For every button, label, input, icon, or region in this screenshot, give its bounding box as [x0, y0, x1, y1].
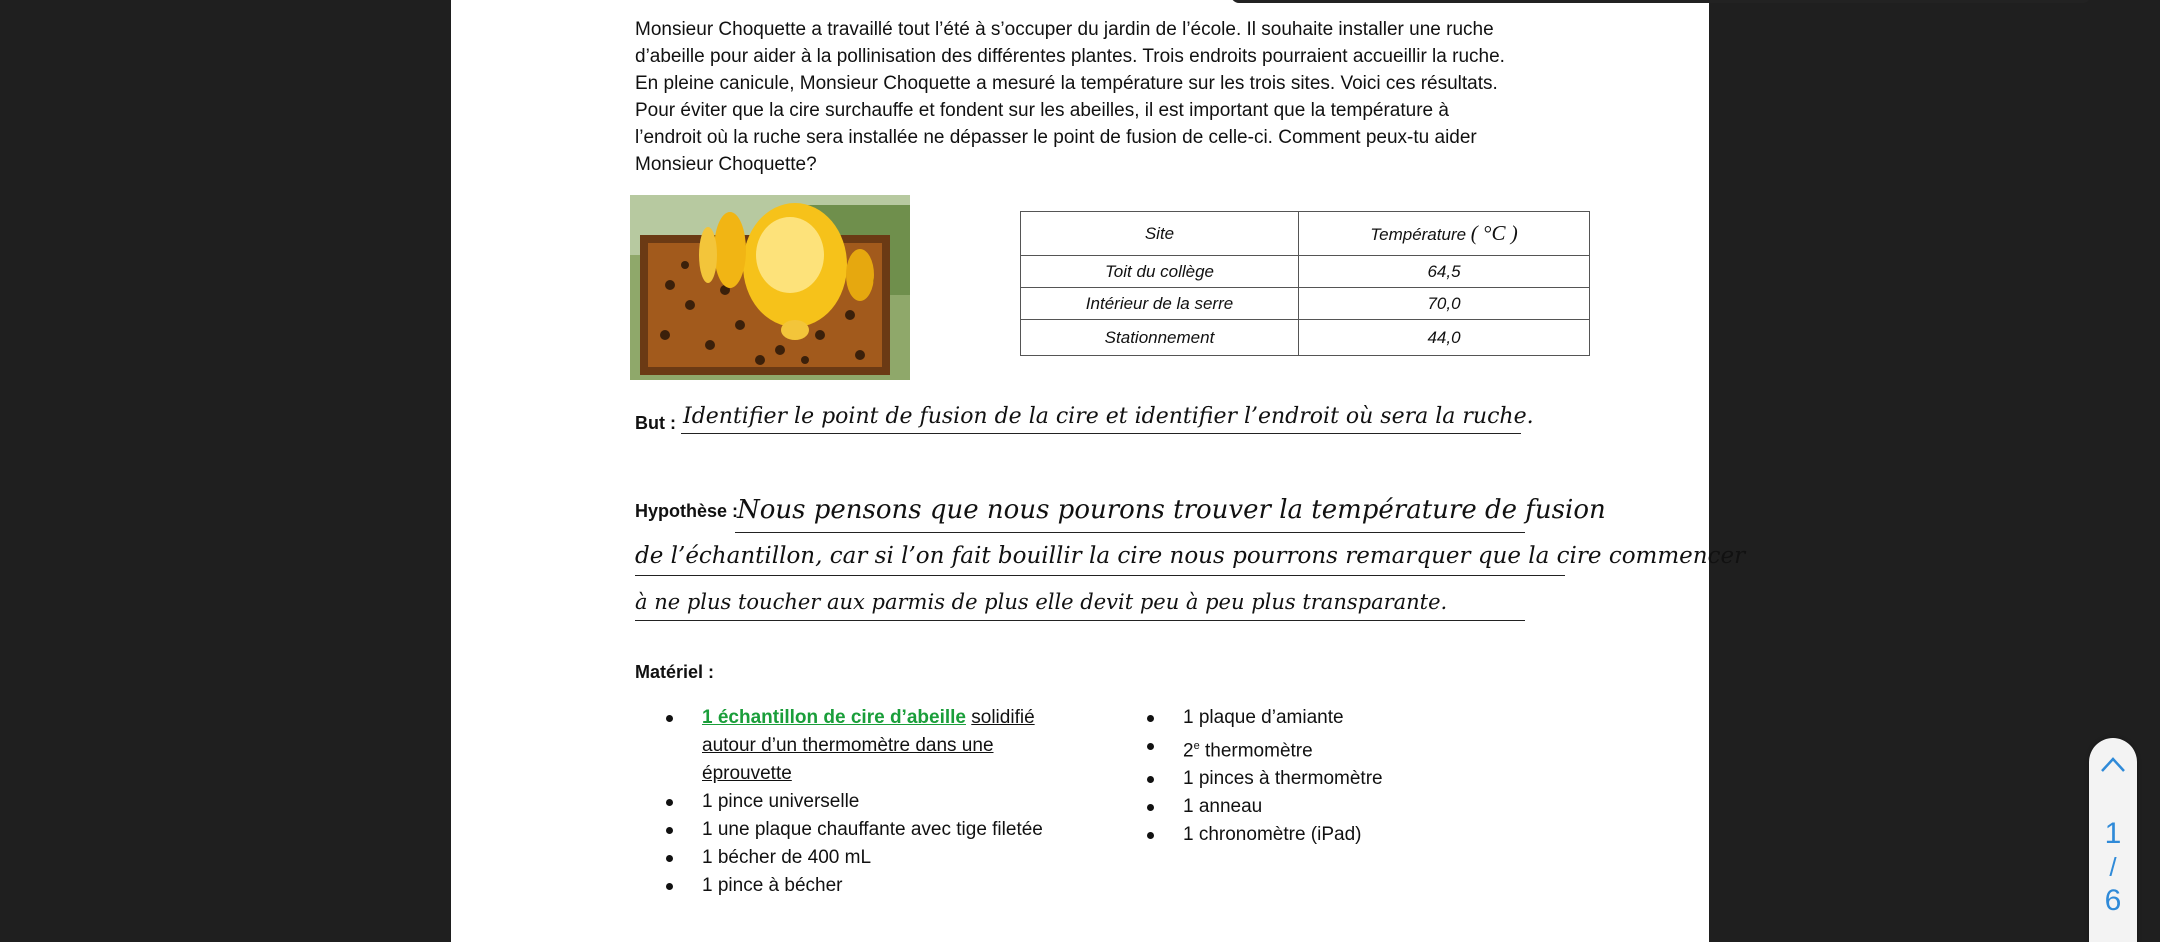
- materiel-label: Matériel :: [635, 662, 715, 682]
- chevron-up-icon[interactable]: [2099, 754, 2127, 774]
- wax-sample-detail-c: éprouvette: [702, 763, 792, 784]
- hypothese-line-1: Nous pensons que nous pourons trouver la température de fusion: [737, 495, 1606, 525]
- site-cell: Toit du collège: [1021, 256, 1299, 288]
- but-handwritten-answer: Identifier le point de fusion de la cire et identifier l’endroit où sera la ruche.: [683, 404, 1534, 429]
- but-underline: [681, 433, 1521, 434]
- intro-line: l’endroit où la ruche sera installée ne dépasser le point de fusion de celle-ci. Comment peux-tu aider: [635, 127, 1477, 148]
- wax-sample-detail-b: autour d’un thermomètre dans une: [702, 735, 994, 756]
- header-site: Site: [1021, 212, 1299, 256]
- page-top-decoration: [1231, 0, 2091, 3]
- thermometer-label: thermomètre: [1199, 740, 1313, 762]
- intro-line: d’abeille pour aider à la pollinisation des différentes plantes. Trois endroits pourraient accueillir la ruche.: [635, 46, 1505, 67]
- table-row: [1021, 256, 1590, 288]
- list-item: 1 pince universelle: [666, 788, 1086, 816]
- intro-line: Pour éviter que la cire surchauffe et fondent sur les abeilles, il est important que la température à: [635, 100, 1449, 121]
- hypothese-line-3: à ne plus toucher aux parmis de plus elle devit peu à peu plus transparante.: [635, 590, 1448, 614]
- list-item: 1 bécher de 400 mL: [666, 844, 1086, 872]
- list-item: [1147, 732, 1527, 765]
- page-navigator: [2089, 738, 2137, 942]
- temperature-cell: 44,0: [1299, 320, 1590, 356]
- beehive-photo: [630, 195, 910, 380]
- total-pages: 6: [2104, 884, 2122, 917]
- hypothese-underline-2: [635, 575, 1565, 576]
- wax-sample-highlight: 1 échantillon de cire d’abeille: [702, 707, 966, 728]
- site-cell: Stationnement: [1021, 320, 1299, 356]
- temperature-cell: 64,5: [1299, 256, 1590, 288]
- wax-sample-detail-a: solidifié: [971, 707, 1035, 728]
- list-item: 1 chronomètre (iPad): [1147, 821, 1527, 849]
- list-item: 1 anneau: [1147, 793, 1527, 821]
- table-header-row: [1021, 212, 1590, 256]
- table-row: [1021, 288, 1590, 320]
- hypothese-line-2: de l’échantillon, car si l’on fait bouillir la cire nous pourrons remarquer que la cire commencer: [635, 543, 1746, 569]
- temperature-table: [1020, 211, 1590, 356]
- list-item: 1 pince à bécher: [666, 872, 1086, 900]
- ordinal-suffix: e: [1193, 740, 1200, 752]
- list-item: [666, 704, 1086, 788]
- hypothese-underline-1: [735, 532, 1525, 533]
- materiel-list-right: [1147, 704, 1527, 849]
- list-item: 1 une plaque chauffante avec tige filetée: [666, 816, 1086, 844]
- materiel-list-left: [666, 704, 1086, 900]
- site-cell: Intérieur de la serre: [1021, 288, 1299, 320]
- thermometer-count: 2: [1183, 740, 1194, 762]
- list-item: 1 pinces à thermomètre: [1147, 765, 1527, 793]
- header-temperature-label: Température: [1370, 225, 1467, 244]
- temperature-cell: 70,0: [1299, 288, 1590, 320]
- intro-paragraph: [635, 16, 1555, 178]
- header-temperature: [1299, 212, 1590, 256]
- hypothese-underline-3: [635, 620, 1525, 621]
- current-page-number[interactable]: 1: [2104, 817, 2122, 850]
- intro-line: En pleine canicule, Monsieur Choquette a mesuré la température sur les trois sites. Voici ces résultats.: [635, 73, 1498, 94]
- but-label: But :: [635, 413, 676, 433]
- document-page: [451, 0, 1746, 942]
- header-temperature-unit: ( °C ): [1470, 221, 1518, 245]
- intro-line: Monsieur Choquette?: [635, 154, 817, 175]
- hypothese-label: Hypothèse :: [635, 501, 739, 521]
- list-item: 1 plaque d’amiante: [1147, 704, 1527, 732]
- table-row: [1021, 320, 1590, 356]
- intro-line: Monsieur Choquette a travaillé tout l’été à s’occuper du jardin de l’école. Il souhaite installer une ruche: [635, 19, 1494, 40]
- page-separator: /: [2109, 852, 2117, 882]
